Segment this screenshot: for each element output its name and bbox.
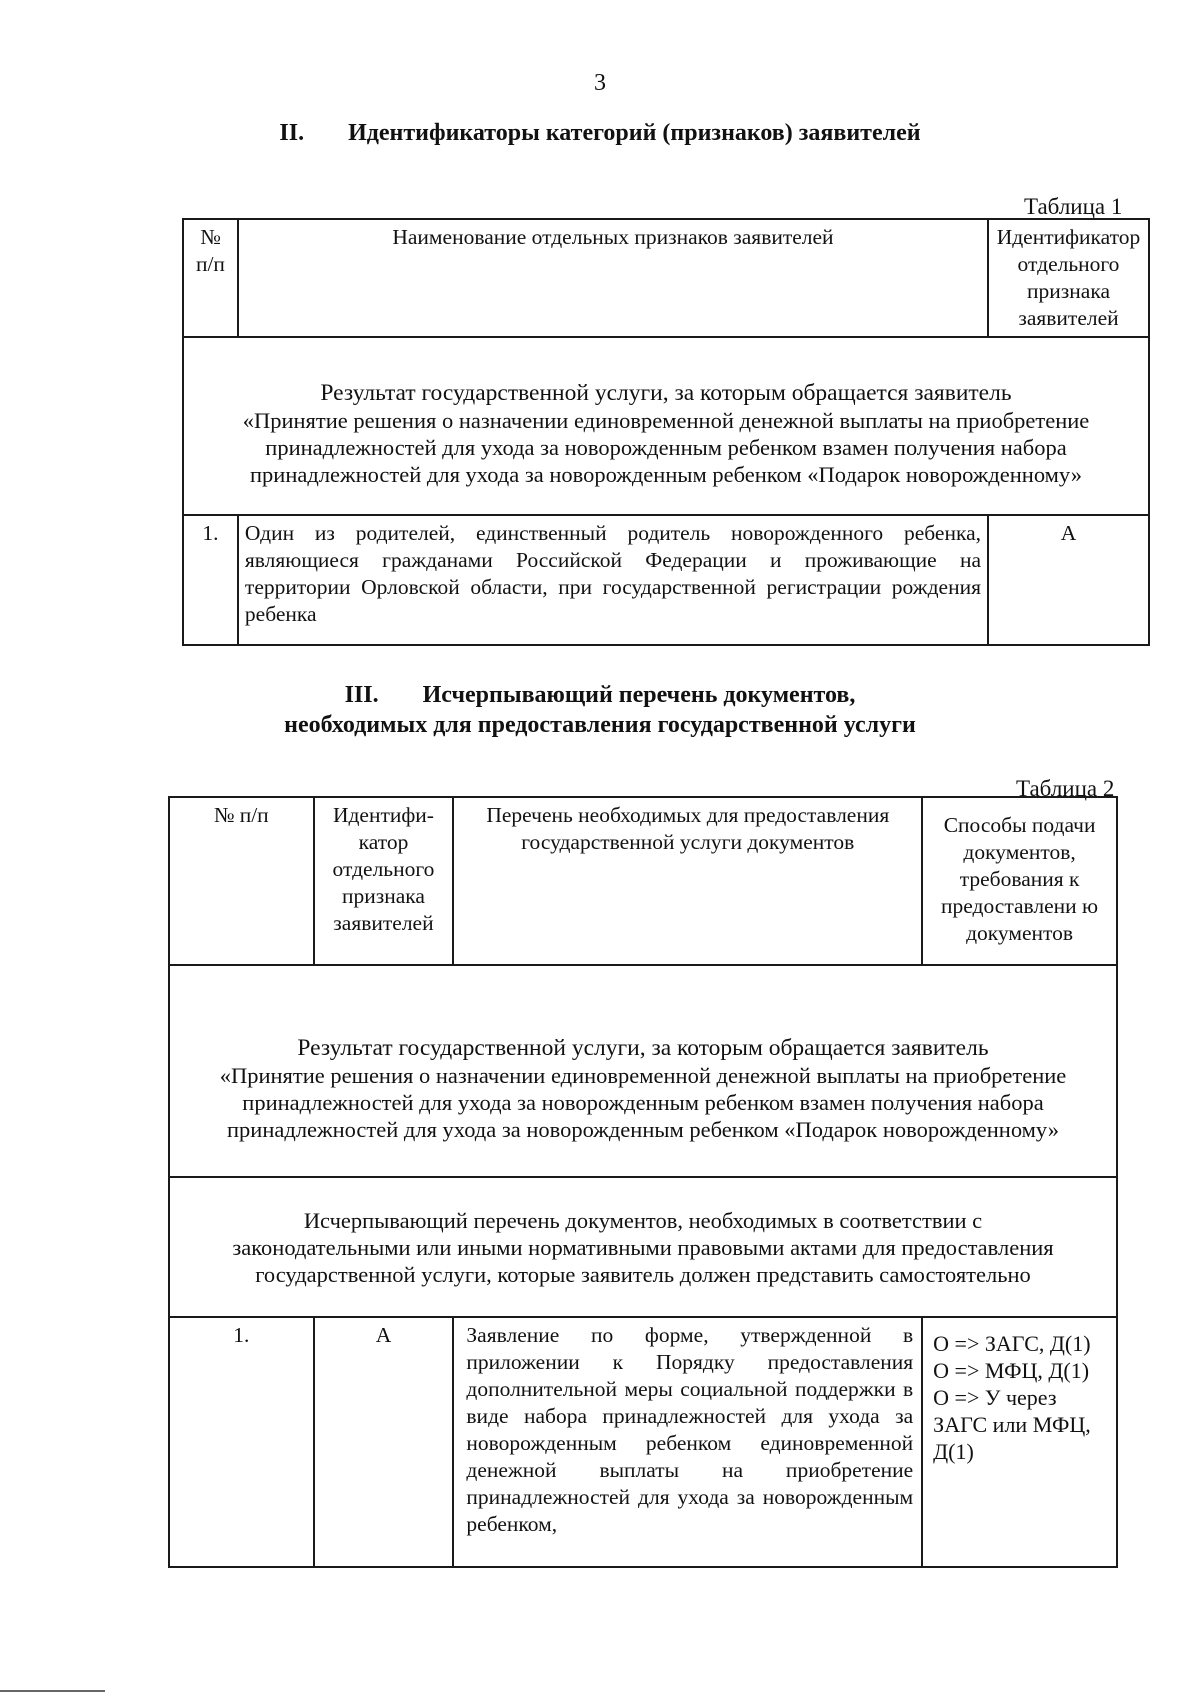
table-2-banner-row: [169, 965, 1117, 1177]
page-number: 3: [594, 70, 606, 96]
table-2-header-id: Идентифи-катор отдельного признака заявителей: [314, 797, 454, 965]
table-1-banner-line-3: принадлежностей для ухода за новорожденным ребенком взамен получения набора: [265, 435, 1067, 460]
table-1-banner-row: [183, 337, 1149, 515]
table-1: [182, 218, 1150, 646]
table-2-header-num: № п/п: [169, 797, 314, 965]
table-2-caption: Таблица 2: [1016, 776, 1115, 801]
section-3-numeral: III.: [344, 682, 379, 708]
table-2-banner-line-4: принадлежностей для ухода за новорожденным ребенком «Подарок новорожденному»: [227, 1117, 1059, 1142]
table-2-header-row: [169, 797, 1117, 965]
section-2-heading: [0, 118, 1200, 148]
table-1-banner-line-4: принадлежностей для ухода за новорожденным ребенком «Подарок новорожденному»: [250, 462, 1082, 487]
margin-mark: [0, 1690, 105, 1692]
table-row: [183, 515, 1149, 645]
table-2-row-1-methods: [922, 1317, 1117, 1567]
table-1-row-1-id: А: [988, 515, 1149, 645]
table-2-row-1-num: 1.: [169, 1317, 314, 1567]
section-3-title-line-1: Исчерпывающий перечень документов,: [422, 682, 856, 708]
table-1-header-row: [183, 219, 1149, 337]
table-2-banner-line-3: принадлежностей для ухода за новорожденным ребенком взамен получения набора: [242, 1090, 1044, 1115]
table-2-banner-line-1: Результат государственной услуги, за которым обращается заявитель: [297, 1035, 989, 1061]
table-1-banner-line-1: Результат государственной услуги, за которым обращается заявитель: [320, 380, 1012, 406]
submission-method-mfc: О => МФЦ, Д(1): [933, 1358, 1090, 1383]
table-1-caption: Таблица 1: [1024, 194, 1123, 219]
table-2-subbanner-line-2: законодательными или иными нормативными правовыми актами для предоставления: [232, 1234, 1054, 1260]
table-2-banner: [169, 965, 1117, 1177]
table-1-row-1-description: Один из родителей, единственный родитель новорожденного ребенка, являющиеся гражданами Российской Федерации и проживающие на территории Орловской области, при государственной регистрации рождения ребенка: [238, 515, 988, 645]
table-2: [168, 796, 1118, 1568]
table-2-row-1-document: Заявление по форме, утвержденной в приложении к Порядку предоставления дополнительной меры социальной поддержки в виде набора принадлежностей для ухода за новорожденным ребенком единовременной денежной выплаты на приобретение принадлежностей для ухода за новорожденным ребенком,: [453, 1317, 922, 1567]
table-2-subbanner-line-3: государственной услуги, которые заявитель должен представить самостоятельно: [255, 1261, 1031, 1287]
table-2-subbanner-line-1: Исчерпывающий перечень документов, необходимых в соответствии с: [303, 1207, 983, 1233]
table-1-header-num: № п/п: [183, 219, 238, 337]
table-2-header-docs: Перечень необходимых для предоставления государственной услуги документов: [453, 797, 922, 965]
table-1-row-1-num: 1.: [183, 515, 238, 645]
table-1-header-id: Идентификатор отдельного признака заявителей: [988, 219, 1149, 337]
table-2-subbanner-row: [169, 1177, 1117, 1317]
submission-method-via-zags-or-mfc: О => У через ЗАГС или МФЦ, Д(1): [933, 1385, 1091, 1464]
section-2-title: Идентификаторы категорий (признаков) заявителей: [348, 120, 921, 146]
table-1-banner: [183, 337, 1149, 515]
table-1-header-name: Наименование отдельных признаков заявителей: [238, 219, 988, 337]
table-2-banner-line-2: «Принятие решения о назначении единовременной денежной выплаты на приобретение: [219, 1063, 1067, 1088]
section-3-title-line-2: необходимых для предоставления государственной услуги: [284, 712, 916, 738]
submission-method-zags: О => ЗАГС, Д(1): [933, 1331, 1091, 1356]
table-row: [169, 1317, 1117, 1567]
table-2-header-methods: Способы подачи документов, требования к предоставлени ю документов: [922, 797, 1117, 965]
table-2-row-1-id: А: [314, 1317, 454, 1567]
table-2-subbanner: [169, 1177, 1117, 1317]
table-1-banner-line-2: «Принятие решения о назначении единовременной денежной выплаты на приобретение: [242, 408, 1090, 433]
section-2-numeral: II.: [279, 120, 305, 146]
section-3-heading: [0, 680, 1200, 740]
